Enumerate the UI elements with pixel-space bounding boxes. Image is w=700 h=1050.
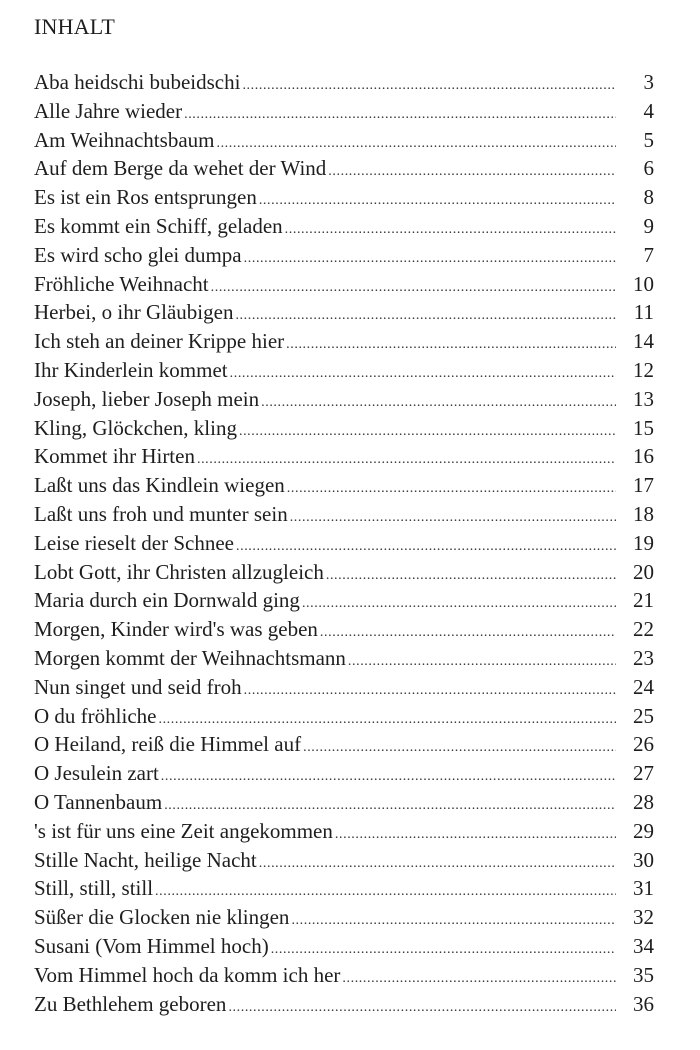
- toc-entry: [34, 673, 654, 702]
- toc-entry-page-number: 4: [643, 98, 654, 123]
- toc-entry-page-number: 34: [633, 933, 654, 958]
- toc-entry-title: Am Weihnachtsbaum: [34, 127, 215, 152]
- toc-entry: [34, 471, 654, 500]
- toc-entry-title: Still, still, still: [34, 876, 154, 901]
- dot-leader: [290, 504, 616, 533]
- toc-entry-title: Kling, Glöckchen, kling: [34, 415, 237, 440]
- toc-entry-title: Ich steh an deiner Krippe hier: [34, 329, 285, 354]
- dot-leader: [302, 590, 616, 619]
- toc-entry-page-number: 9: [643, 213, 654, 238]
- dot-leader: [326, 562, 616, 591]
- dot-leader: [285, 216, 616, 245]
- toc-entry-page-number: 22: [633, 617, 654, 642]
- toc-entry-page-number: 8: [643, 185, 654, 210]
- toc-entry-title: Herbei, o ihr Gläubigen: [34, 300, 234, 325]
- toc-entry-page-number: 18: [633, 501, 654, 526]
- toc-entry: [34, 990, 654, 1019]
- toc-entry-title: Ihr Kinderlein kommet: [34, 357, 228, 382]
- toc-list: [34, 68, 654, 1018]
- toc-entry-page-number: 6: [643, 156, 654, 181]
- toc-entry: [34, 97, 654, 126]
- toc-entry-page-number: 36: [633, 991, 654, 1016]
- toc-entry-page-number: 30: [633, 847, 654, 872]
- toc-entry-title: Es kommt ein Schiff, geladen: [34, 213, 283, 238]
- toc-entry-title: Morgen, Kinder wird's was geben: [34, 617, 318, 642]
- toc-entry-page-number: 15: [633, 415, 654, 440]
- toc-entry-title: Es ist ein Ros entsprungen: [34, 185, 257, 210]
- toc-entry-title: Laßt uns das Kindlein wiegen: [34, 473, 285, 498]
- toc-entry-title: O du fröhliche: [34, 703, 157, 728]
- dot-leader: [348, 648, 616, 677]
- dot-leader: [259, 850, 616, 879]
- toc-entry: [34, 500, 654, 529]
- toc-entry-title: 's ist für uns eine Zeit angekommen: [34, 818, 333, 843]
- toc-entry: [34, 212, 654, 241]
- toc-entry-title: O Jesulein zart: [34, 761, 159, 786]
- toc-entry-page-number: 16: [633, 444, 654, 469]
- toc-entry-title: Morgen kommt der Weihnachtsmann: [34, 645, 346, 670]
- dot-leader: [230, 360, 616, 389]
- toc-entry-title: Fröhliche Weihnacht: [34, 271, 209, 296]
- dot-leader: [287, 475, 616, 504]
- toc-entry-title: Laßt uns froh und munter sein: [34, 501, 288, 526]
- toc-entry-title: O Tannenbaum: [34, 789, 163, 814]
- toc-entry: [34, 615, 654, 644]
- dot-leader: [235, 302, 616, 331]
- toc-entry: [34, 529, 654, 558]
- toc-entry-title: Auf dem Berge da wehet der Wind: [34, 156, 327, 181]
- toc-entry-title: Süßer die Glocken nie klingen: [34, 905, 290, 930]
- toc-entry: [34, 702, 654, 731]
- toc-entry-title: Joseph, lieber Joseph mein: [34, 386, 260, 411]
- toc-entry: [34, 298, 654, 327]
- toc-entry-title: Nun singet und seid froh: [34, 674, 242, 699]
- toc-entry: [34, 961, 654, 990]
- toc-entry-page-number: 29: [633, 818, 654, 843]
- toc-entry-title: Stille Nacht, heilige Nacht: [34, 847, 257, 872]
- toc-entry: [34, 270, 654, 299]
- toc-entry-page-number: 12: [633, 357, 654, 382]
- toc-entry-title: Vom Himmel hoch da komm ich her: [34, 962, 341, 987]
- toc-entry: [34, 414, 654, 443]
- toc-entry-title: Lobt Gott, ihr Christen allzugleich: [34, 559, 324, 584]
- toc-entry: [34, 903, 654, 932]
- toc-entry: [34, 154, 654, 183]
- dot-leader: [342, 965, 616, 994]
- toc-entry-title: Leise rieselt der Schnee: [34, 530, 234, 555]
- dot-leader: [161, 763, 616, 792]
- toc-entry-title: Maria durch ein Dornwald ging: [34, 588, 300, 613]
- toc-entry: [34, 183, 654, 212]
- toc-entry-page-number: 35: [633, 962, 654, 987]
- toc-entry-page-number: 32: [633, 905, 654, 930]
- toc-entry: [34, 788, 654, 817]
- dot-leader: [328, 158, 616, 187]
- toc-entry-page-number: 5: [643, 127, 654, 152]
- toc-entry-title: Susani (Vom Himmel hoch): [34, 933, 269, 958]
- dot-leader: [303, 734, 616, 763]
- toc-entry-page-number: 17: [633, 473, 654, 498]
- toc-entry: [34, 385, 654, 414]
- toc-entry: [34, 874, 654, 903]
- dot-leader: [244, 245, 616, 274]
- toc-entry-page-number: 11: [633, 300, 654, 325]
- dot-leader: [244, 677, 616, 706]
- toc-entry: [34, 558, 654, 587]
- toc-entry: [34, 846, 654, 875]
- dot-leader: [239, 418, 616, 447]
- toc-entry: [34, 759, 654, 788]
- toc-entry: [34, 586, 654, 615]
- toc-entry-title: Zu Bethlehem geboren: [34, 991, 227, 1016]
- toc-entry: [34, 68, 654, 97]
- toc-entry-title: O Heiland, reiß die Himmel auf: [34, 732, 302, 757]
- toc-entry-page-number: 21: [633, 588, 654, 613]
- toc-entry-page-number: 31: [633, 876, 654, 901]
- toc-entry: [34, 644, 654, 673]
- dot-leader: [211, 274, 616, 303]
- toc-entry: [34, 327, 654, 356]
- toc-entry-page-number: 20: [633, 559, 654, 584]
- toc-entry: [34, 932, 654, 961]
- dot-leader: [291, 907, 616, 936]
- dot-leader: [335, 821, 616, 850]
- toc-entry-page-number: 27: [633, 761, 654, 786]
- toc-entry-page-number: 24: [633, 674, 654, 699]
- toc-entry-title: Alle Jahre wieder: [34, 98, 183, 123]
- dot-leader: [261, 389, 616, 418]
- toc-entry-page-number: 26: [633, 732, 654, 757]
- toc-entry: [34, 241, 654, 270]
- toc-entry: [34, 126, 654, 155]
- dot-leader: [184, 101, 616, 130]
- toc-entry-page-number: 28: [633, 789, 654, 814]
- toc-entry: [34, 442, 654, 471]
- toc-entry-page-number: 7: [643, 242, 654, 267]
- toc-entry-page-number: 14: [633, 329, 654, 354]
- toc-entry: [34, 817, 654, 846]
- dot-leader: [242, 72, 616, 101]
- dot-leader: [228, 994, 616, 1023]
- toc-entry-title: Es wird scho glei dumpa: [34, 242, 242, 267]
- toc-heading: INHALT: [34, 14, 116, 39]
- toc-entry-page-number: 13: [633, 386, 654, 411]
- dot-leader: [320, 619, 616, 648]
- toc-entry-title: Aba heidschi bubeidschi: [34, 70, 241, 94]
- toc-entry-page-number: 3: [643, 70, 654, 94]
- toc-entry-page-number: 23: [633, 645, 654, 670]
- toc-entry: [34, 356, 654, 385]
- toc-entry-title: Kommet ihr Hirten: [34, 444, 195, 469]
- dot-leader: [259, 187, 616, 216]
- toc-entry-page-number: 19: [633, 530, 654, 555]
- toc-entry: [34, 730, 654, 759]
- dot-leader: [286, 331, 616, 360]
- toc-entry-page-number: 25: [633, 703, 654, 728]
- toc-entry-page-number: 10: [633, 271, 654, 296]
